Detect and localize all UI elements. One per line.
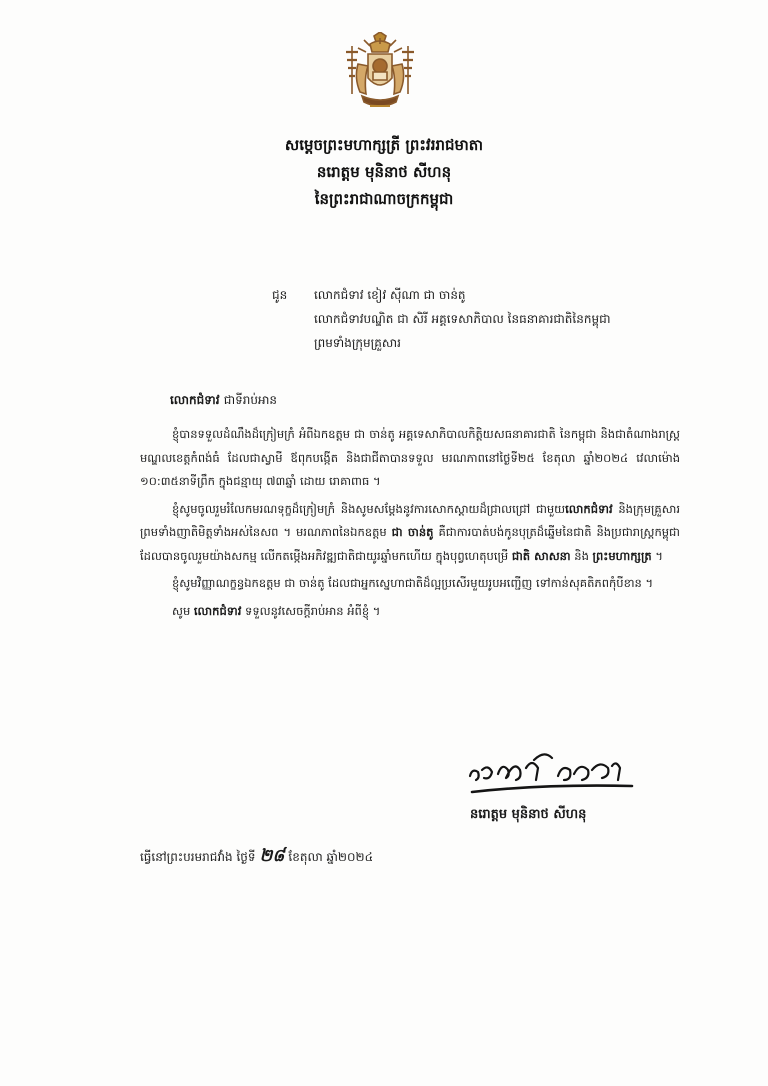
p2-text-i: ។ <box>651 548 663 563</box>
handwritten-signature-icon <box>462 740 642 800</box>
paragraph-2 <box>140 498 680 569</box>
sender-title-line-3: នៃព្រះរាជាណាចក្រកម្ពុជា <box>314 190 454 208</box>
p2-bold-king: ព្រះមហាក្សត្រ <box>592 548 652 563</box>
salutation-title: លោកជំទាវ <box>170 393 220 407</box>
date-prefix: ធ្វើនៅព្រះបរមរាជវាំង ថ្ងៃទី <box>140 850 256 864</box>
recipient-line-3: ព្រមទាំងក្រុមគ្រួសារ <box>314 336 401 350</box>
sender-title-line-2: នរោត្តម មុនិនាថ សីហនុ <box>316 163 452 181</box>
p4-bold-title: លោកជំទាវ <box>193 603 242 618</box>
p2-text-a: ខ្ញុំសូមចូលរួមរំលែកមរណទុក្ខដ៏ក្រៀមក្រំ និងសូមសម្តែងនូវការសោកស្តាយដ៏ជ្រាលជ្រៅ ជាមួយ <box>172 501 566 516</box>
paragraph-4 <box>140 600 680 624</box>
p2-text-g: និង <box>570 548 593 563</box>
paragraph-3: ខ្ញុំសូមវិញ្ញាណក្ខន្ធឯកឧត្តម ជា ចាន់តូ ដែលជាអ្នកស្នេហាជាតិដ៏ល្អប្រសើរមួយរូបអញ្ជើញ ទៅកាន់សុគតិភពកុំបីខាន ។ <box>172 576 654 590</box>
salutation-rest: ជាទីរាប់អាន <box>223 393 278 407</box>
sender-title-line-1: សម្តេចព្រះមហាក្សត្រី ព្រះវររាជមាតា <box>284 136 484 154</box>
p2-text-c: និងក្រុមគ្រួសារ ព្រមទាំងញាតិមិត្តទាំងអស់នៃសព ។ មរណភាពនៃឯកឧត្តម <box>140 501 680 539</box>
salutation <box>170 392 277 410</box>
recipient-label: ជូន <box>272 288 288 302</box>
p4-text-a: សូម <box>172 603 194 618</box>
date-day-handwritten: ២៨ <box>259 846 285 866</box>
recipient-line-1: លោកជំទាវ ខៀវ ស៊ីណា ជា ចាន់តូ <box>314 288 466 302</box>
signer-name: នរោត្តម មុនិនាថ សីហនុ <box>470 807 587 822</box>
p2-text-e: គឺជាការបាត់បង់កូនបុត្រដ៏ឆ្នើមនៃជាតិ និងប្រជារាស្ត្រកម្ពុជា ដែលបានចូលរួមយ៉ាងសកម្ម លើកតម្កើងអភិវឌ្ឍជាតិជាយូរឆ្នាំមកហើយ ក្នុងបុព្វហេតុបម្រើ <box>140 525 680 563</box>
date-suffix: ខែតុលា ឆ្នាំ២០២៤ <box>288 850 374 864</box>
recipient-line-2: លោកជំទាវបណ្ឌិត ជា សិរី អគ្គទេសាភិបាល នៃធនាគារជាតិនៃកម្ពុជា <box>314 312 611 326</box>
date-line <box>140 845 373 870</box>
letter-body <box>140 423 680 627</box>
sender-title-block <box>200 132 568 213</box>
p2-bold-name: ជា ចាន់តូ <box>391 525 434 539</box>
p2-bold-title: លោកជំទាវ <box>565 501 613 516</box>
p4-text-c: ទទួលនូវសេចក្តីរាប់អាន អំពីខ្ញុំ ។ <box>241 603 381 618</box>
p2-bold-nation-religion: ជាតិ សាសនា <box>511 548 571 563</box>
paragraph-1: ខ្ញុំបានទទួលដំណឹងដ៏ក្រៀមក្រំ អំពីឯកឧត្តម ជា ចាន់តូ អគ្គទេសាភិបាលកិត្តិយសធនាគារជាតិ នៃកម្ពុជា និងជាតំណាងរាស្ត្រមណ្ឌលខេត្តកំពង់ធំ ដែលជាស្វាមី ឪពុកបង្កើត និងជាជីតាបានទទួល មរណភាពនៅថ្ងៃទី២៥ ខែតុលា ឆ្នាំ២០២៤ វេលាម៉ោង ១០:៣៥នាទីព្រឹក ក្នុងជន្មាយុ ៧៣ឆ្នាំ ដោយ រោគាពាធ ។ <box>140 427 680 488</box>
royal-coat-of-arms-icon <box>340 32 420 114</box>
